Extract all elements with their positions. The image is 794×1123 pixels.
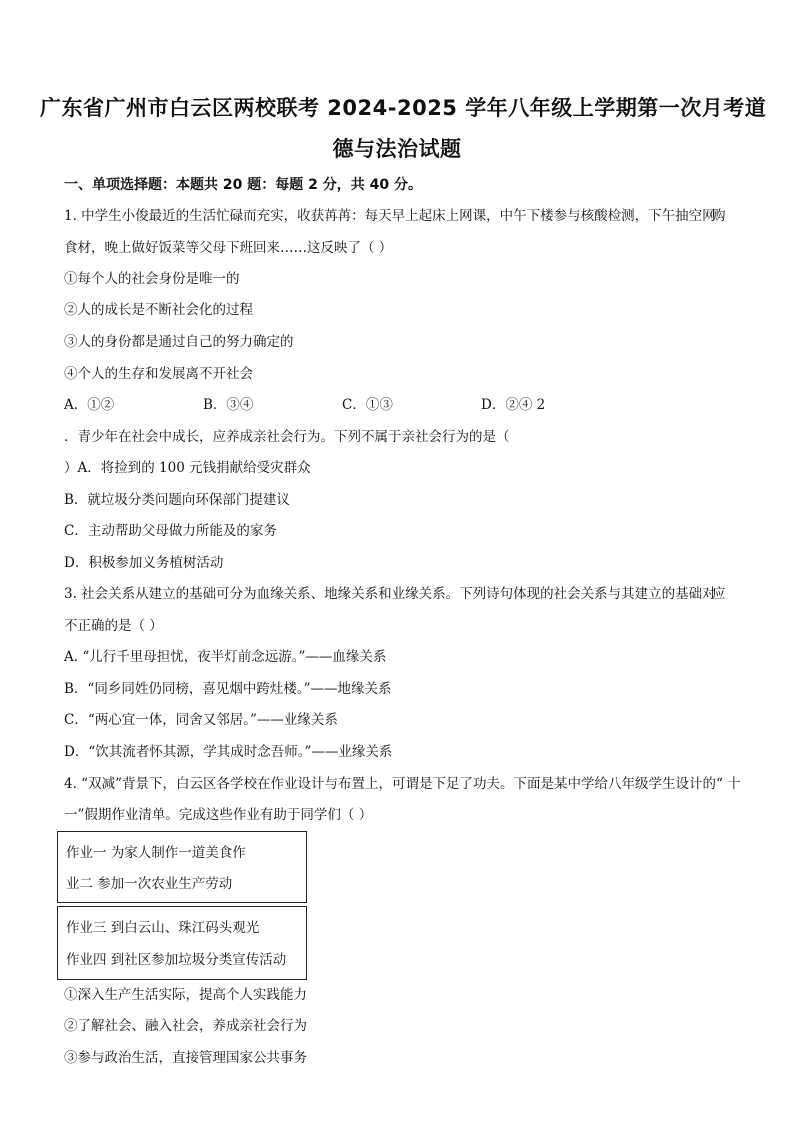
- q1-option-c: C．①③: [342, 397, 393, 413]
- q3-option-b: B．“同乡同姓仍同榜，喜见烟中跨灶楼。”——地缘关系: [64, 681, 392, 697]
- homework-box-2-line-2: 作业四 到社区参加垃圾分类宣传活动: [66, 952, 287, 968]
- q1-stem-line-1: 1. 中学生小俊最近的生活忙碌而充实，收获苒苒：每天早上起床上网课，中午下楼参与核酸检测，下午抽空网: [64, 208, 716, 224]
- q4-stem-line-2: 一”假期作业清单。完成这些作业有助于同学们（ ）: [64, 807, 373, 823]
- q2-stem-line-1: ．青少年在社会中成长，应养成亲社会行为。下列不属于亲社会行为的是（: [64, 429, 510, 445]
- homework-box-2-line-1: 作业三 到白云山、珠江码头观光: [66, 920, 260, 936]
- q1-option-d: D．②④ 2: [481, 397, 546, 413]
- homework-box-1-line-2: 业二 参加一次农业生产劳动: [66, 876, 233, 892]
- q1-item-4: ④个人的生存和发展离不开社会: [64, 366, 253, 382]
- q4-item-2: ②了解社会、融入社会，养成亲社会行为: [64, 1018, 307, 1034]
- q1-stem-tail: 购: [712, 208, 726, 224]
- q3-option-d: D．“饮其流者怀其源，学其成时念吾师。”——业缘关系: [64, 744, 393, 760]
- q3-option-a: A. “儿行千里母担忧，夜半灯前念远游。”——血缘关系: [64, 649, 387, 665]
- exam-title-line-1: 广东省广州市白云区两校联考 2024-2025 学年八年级上学期第一次月考道: [40, 96, 767, 120]
- q4-item-1: ①深入生产生活实际，提高个人实践能力: [64, 987, 307, 1003]
- q2-option-d: D．积极参加义务植树活动: [64, 555, 224, 571]
- q1-option-a: A．①②: [64, 397, 115, 413]
- q1-item-2: ②人的成长是不断社会化的过程: [64, 302, 253, 318]
- q2-option-b: B．就垃圾分类问题向环保部门提建议: [64, 492, 290, 508]
- section-heading-single-choice: 一、单项选择题：本题共 20 题：每题 2 分，共 40 分。: [64, 177, 422, 193]
- q4-stem-line-1: 4. “双减”背景下，白云区各学校在作业设计与布置上，可谓是下足了功夫。下面是某中学给八年级学生设计的“ 十: [64, 776, 741, 792]
- q4-item-3: ③参与政治生活，直接管理国家公共事务: [64, 1050, 307, 1066]
- q2-stem-line-2: ）A．将捡到的 100 元钱捐献给受灾群众: [64, 460, 311, 476]
- q3-stem-line-2: 不正确的是（ ）: [64, 618, 163, 634]
- q3-stem-tail: 应: [712, 586, 726, 602]
- q3-option-c: C．“两心宜一体，同舍又邻居。”——业缘关系: [64, 712, 338, 728]
- q1-item-1: ①每个人的社会身份是唯一的: [64, 271, 240, 287]
- q1-item-3: ③人的身份都是通过自己的努力确定的: [64, 334, 294, 350]
- homework-box-1: [57, 831, 307, 903]
- homework-box-1-line-1: 作业一 为家人制作一道美食作: [66, 845, 246, 861]
- exam-title-line-2: 德与法治试题: [332, 137, 462, 161]
- q3-stem-line-1: 3. 社会关系从建立的基础可分为血缘关系、地缘关系和业缘关系。下列诗句体现的社会关系与其建立的基础对: [64, 586, 716, 602]
- q2-option-c: C．主动帮助父母做力所能及的家务: [64, 523, 277, 539]
- homework-box-2: [57, 906, 307, 980]
- q1-option-b: B．③④: [203, 397, 254, 413]
- q1-stem-line-2: 食材，晚上做好饭菜等父母下班回来……这反映了（ ）: [64, 240, 393, 256]
